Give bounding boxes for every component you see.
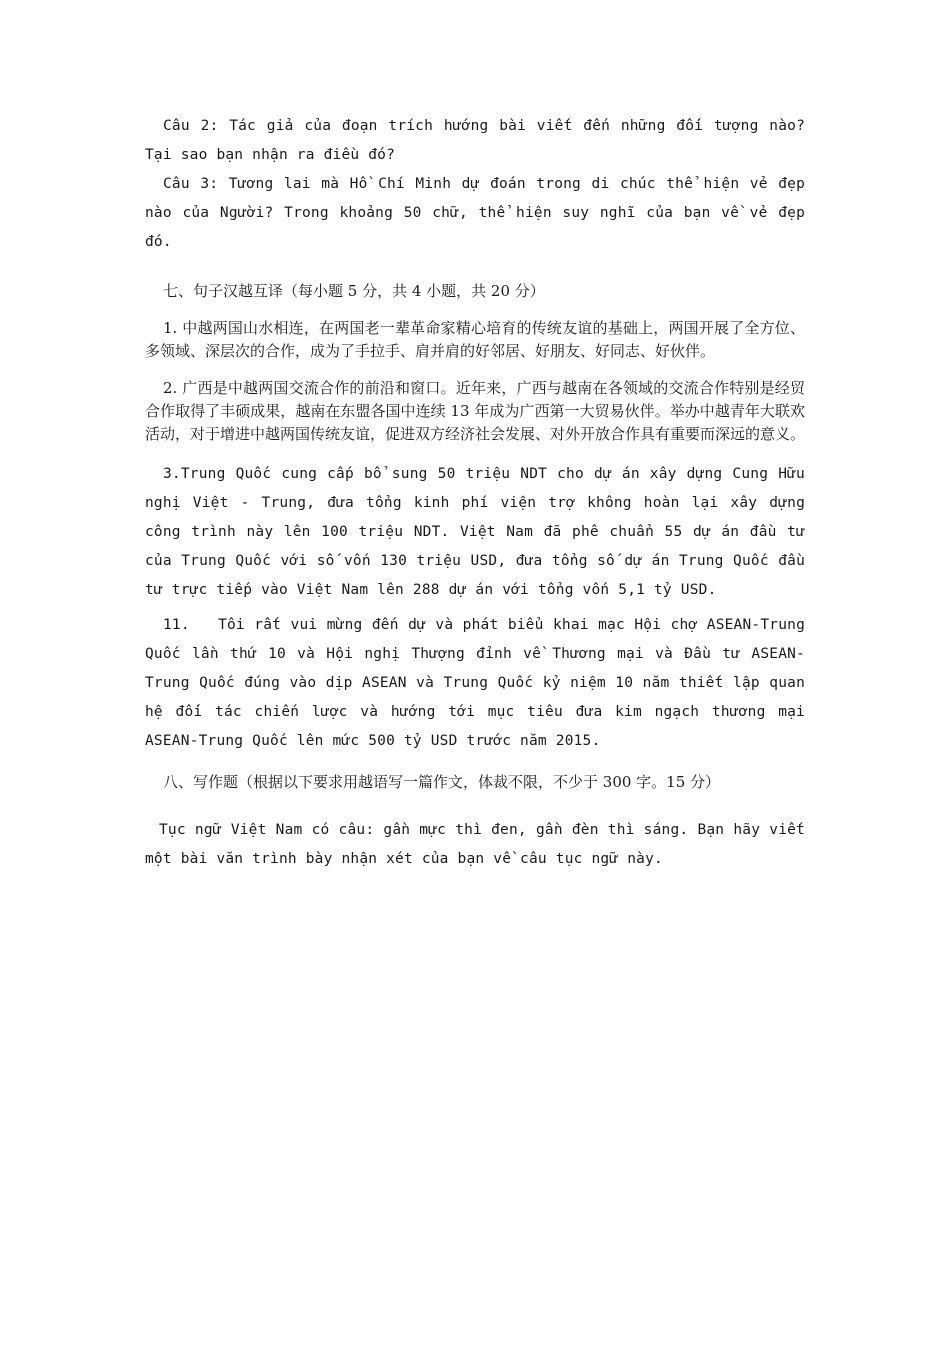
question-3: Câu 3: Tương lai mà Hồ Chí Minh dự đoán trong di chúc thể hiện vẻ đẹp nào của Người? Trong khoảng 50 chữ, thể hiện suy nghĩ của bạn về vẻ đẹp đó. bbox=[145, 176, 805, 250]
translation-item-2: 2. 广西是中越两国交流合作的前沿和窗口。近年来，广西与越南在各领域的交流合作特别是经贸合作取得了丰硕成果，越南在东盟各国中连续 13 年成为广西第一大贸易伙伴。举办中越青年大联欢活动，对于增进中越两国传统友谊，促进双方经济社会发展、对外开放合作具有重要而深远的意义。 bbox=[145, 379, 806, 443]
translation-item-3: 3.Trung Quốc cung cấp bổ sung 50 triệu NDT cho dự án xây dựng Cung Hữu nghị Việt - Trung, đưa tổng kinh phí viện trợ không hoàn lại xây dựng công trình này lên 100 triệu NDT. Việt Nam đã phê chuẩn 55 dự án đầu tư của Trung Quốc với số vốn 130 triệu USD, đưa tổng số dự án Trung Quốc đầu tư trực tiếp vào Việt Nam lên 288 dự án với tổng vốn 5,1 tỷ USD. bbox=[145, 466, 805, 598]
document-page bbox=[145, 112, 814, 874]
writing-prompt: Tục ngữ Việt Nam có câu: gần mực thì đen, gần đèn thì sáng. Bạn hãy viết một bài văn trình bày nhận xét của bạn về câu tục ngữ này. bbox=[145, 822, 805, 867]
section-8-heading: 八、写作题（根据以下要求用越语写一篇作文，体裁不限，不少于 300 字。15 分） bbox=[163, 773, 721, 791]
section-7-heading: 七、句子汉越互译（每小题 5 分，共 4 小题，共 20 分） bbox=[163, 282, 545, 300]
question-2: Câu 2: Tác giả của đoạn trích hướng bài viết đến những đối tượng nào? Tại sao bạn nhận ra điều đó? bbox=[145, 118, 805, 163]
translation-item-1: 1. 中越两国山水相连，在两国老一辈革命家精心培育的传统友谊的基础上，两国开展了全方位、多领域、深层次的合作，成为了手拉手、肩并肩的好邻居、好朋友、好同志、好伙伴。 bbox=[145, 319, 805, 360]
translation-item-11: 11. Tôi rất vui mừng đến dự và phát biểu khai mạc Hội chợ ASEAN-Trung Quốc lần thứ 10 và Hội nghị Thượng đỉnh về Thương mại và Đầu tư ASEAN-Trung Quốc đúng vào dịp ASEAN và Trung Quốc kỷ niệm 10 năm thiết lập quan hệ đối tác chiến lược và hướng tới mục tiêu đưa kim ngạch thương mại ASEAN-Trung Quốc lên mức 500 tỷ USD trước năm 2015. bbox=[145, 617, 814, 749]
